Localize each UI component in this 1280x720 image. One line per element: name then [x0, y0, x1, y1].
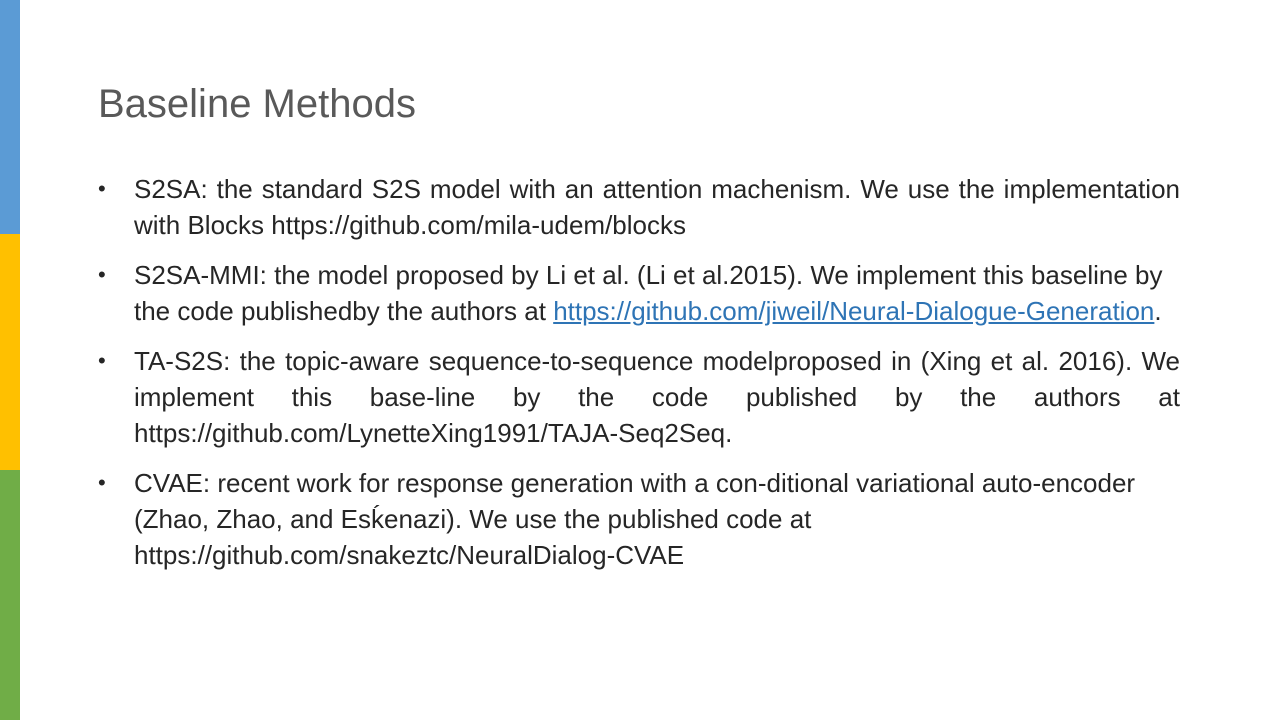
bullet-dot: • — [98, 262, 106, 287]
bullet-item-s2sa — [98, 171, 1180, 243]
accent-segment-yellow — [0, 234, 20, 470]
neural-dialogue-generation-link[interactable]: https://github.com/jiweil/Neural-Dialogue-Generation — [553, 296, 1155, 326]
accent-bar — [0, 0, 20, 720]
bullet-text: S2SA-MMI: the model proposed by Li et al. (Li et al.2015). We implement this baseline by the code publishedby the authors at — [134, 260, 1163, 326]
bullet-list — [98, 171, 1180, 587]
bullet-text: S2SA: the standard S2S model with an attention machenism. We use the implementation with Blocks https://github.com/mila-udem/blocks — [134, 174, 1180, 240]
bullet-dot: • — [98, 348, 106, 373]
bullet-item-ta-s2s — [98, 343, 1180, 451]
bullet-item-cvae — [98, 465, 1180, 573]
bullet-item-s2sa-mmi — [98, 257, 1180, 329]
bullet-text: CVAE: recent work for response generation with a con-ditional variational auto-encoder (Zhao, Zhao, and Esḱenazi). We use the published code at https://github.com/snakeztc/NeuralDialog-CVAE — [134, 468, 1136, 570]
accent-segment-blue — [0, 0, 20, 234]
bullet-dot: • — [98, 470, 106, 495]
bullet-text-end: . — [1154, 296, 1162, 326]
bullet-text: TA-S2S: the topic-aware sequence-to-sequence modelproposed in (Xing et al. 2016). We implement this base-line by the code published by the authors at https://github.com/LynetteXing1991/TAJA-Seq2Seq. — [134, 346, 1180, 448]
accent-segment-green — [0, 470, 20, 720]
slide-title: Baseline Methods — [98, 82, 416, 126]
bullet-dot: • — [98, 176, 106, 201]
